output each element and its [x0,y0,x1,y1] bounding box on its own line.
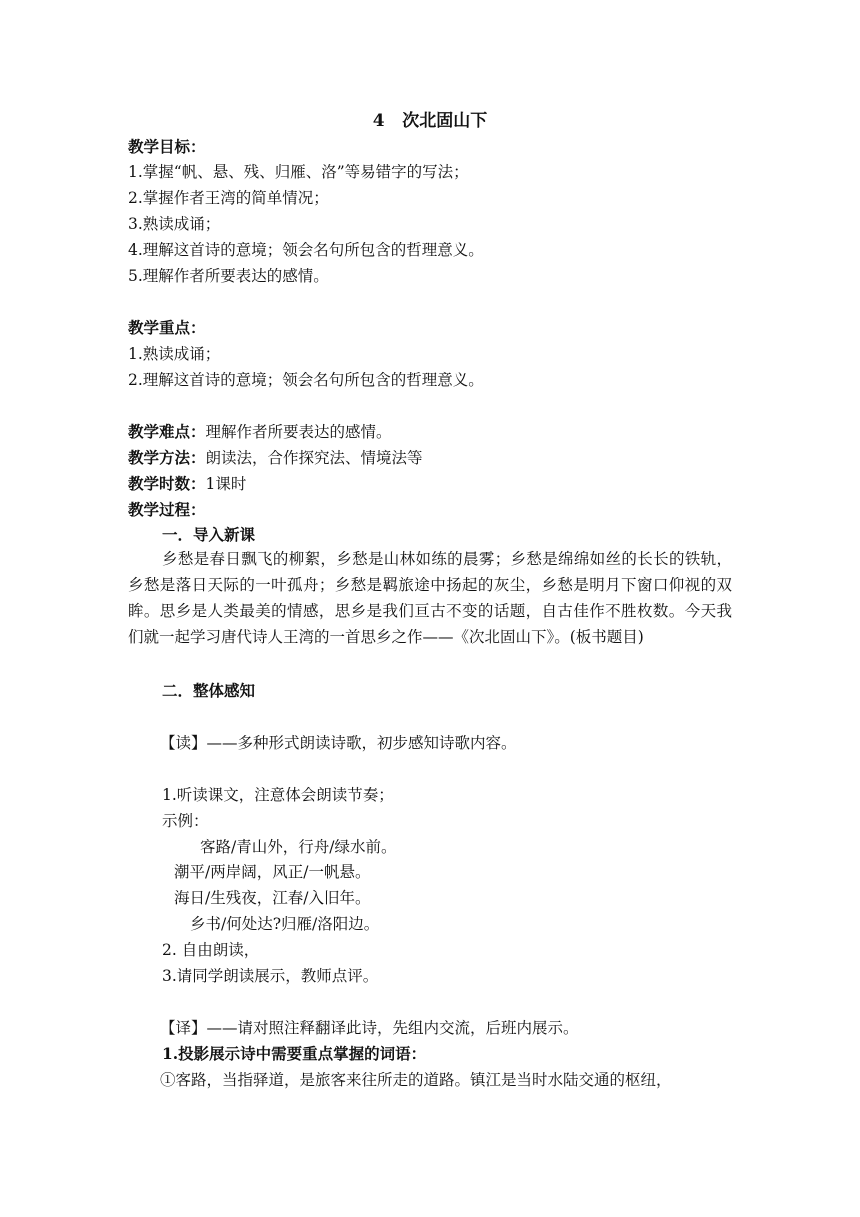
vocab-heading: 1.投影展示诗中需要重点掌握的词语： [162,1044,427,1063]
objective-item: 1.掌握“帆、悬、残、归雁、洛”等易错字的写法； [128,163,469,181]
objective-item: 4.理解这首诗的意境；领会名句所包含的哲理意义。 [128,241,484,259]
key-points-heading: 教学重点： [128,318,206,337]
objective-item: 5.理解作者所要表达的感情。 [128,267,329,285]
section1-title: 一．导入新课 [162,525,256,544]
method-line [128,445,423,471]
read-step-2: 2. 自由朗读， [162,941,260,959]
hours-line [128,471,246,497]
hours-label: 教学时数： [128,474,206,493]
objective-item: 3.熟读成诵； [128,215,221,233]
vocab-item: ①客路，当指驿道，是旅客来往所走的道路。镇江是当时水陆交通的枢纽， [160,1071,672,1089]
objectives-heading: 教学目标： [128,137,206,156]
method-label: 教学方法： [128,448,206,467]
example-label: 示例： [162,812,209,830]
hours-value: 1课时 [205,475,247,493]
translate-task: 【译】——请对照注释翻译此诗，先组内交流，后班内展示。 [160,1019,579,1037]
process-heading: 教学过程： [128,500,206,519]
difficulty-line [128,419,392,445]
objective-item: 2.掌握作者王湾的简单情况； [128,189,329,207]
poem-line: 乡书/何处达?归雁/洛阳边。 [190,915,380,933]
read-step-1: 1.听读课文，注意体会朗读节奏； [162,786,394,804]
poem-line: 客路/青山外，行舟/绿水前。 [200,838,397,856]
difficulty-label: 教学难点： [128,422,206,441]
key-point-item: 1.熟读成诵； [128,345,221,363]
method-value: 朗读法，合作探究法、情境法等 [205,449,423,467]
key-point-item: 2.理解这首诗的意境；领会名句所包含的哲理意义。 [128,371,484,389]
poem-line: 潮平/两岸阔，风正/一帆悬。 [174,863,371,881]
poem-line: 海日/生残夜，江春/入旧年。 [174,889,371,907]
intro-paragraph: 乡愁是春日飘飞的柳絮，乡愁是山林如练的晨雾；乡愁是绵绵如丝的长长的铁轨，乡愁是落日天际的一叶孤舟；乡愁是羁旅途中扬起的灰尘，乡愁是明月下窗口仰视的双眸。思乡是人类最美的情感，思乡是我们亘古不变的话题，自古佳作不胜枚数。今天我们就一起学习唐代诗人王湾的一首思乡之作——《次北固山下》。(板书题目) [128,550,732,646]
difficulty-value: 理解作者所要表达的感情。 [205,423,392,441]
read-step-3: 3.请同学朗读展示，教师点评。 [162,967,379,985]
page-title: 4 次北固山下 [372,111,488,131]
section2-title: 二．整体感知 [162,681,256,700]
read-task: 【读】——多种形式朗读诗歌，初步感知诗歌内容。 [160,734,517,752]
